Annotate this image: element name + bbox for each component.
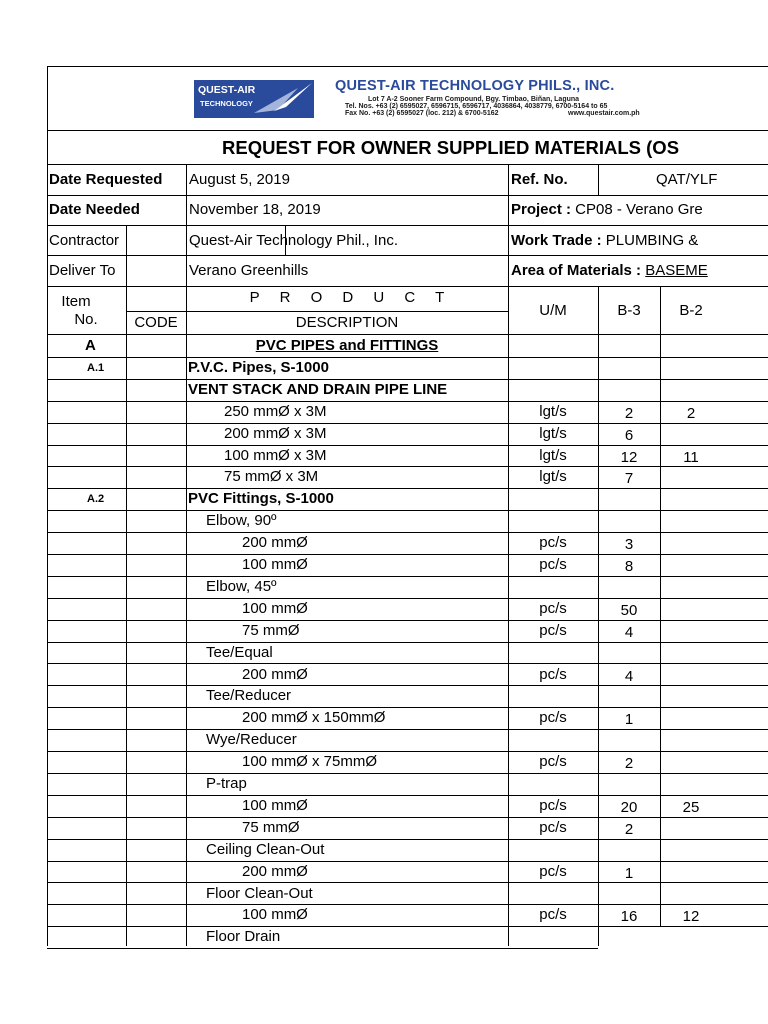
header-b3: B-3 [617,302,641,319]
row-line [47,795,768,796]
row-description: Floor Drain [206,928,281,945]
deliver-to-value: Verano Greenhills [189,262,309,279]
header-code: CODE [134,314,178,331]
row-b2: 2 [686,405,696,422]
row-b3: 4 [624,668,634,685]
company-address: Lot 7 A-2 Sooner Farm Compound, Bgy. Timbao, Biñan, Laguna [368,96,580,103]
row-line [47,663,768,664]
row-um: pc/s [539,666,567,683]
project-field [511,200,703,220]
info-vline-c [598,164,599,195]
header-item: Item [61,293,91,310]
row-um: lgt/s [539,468,567,485]
row-description: 75 mmØ [242,622,300,639]
row-description: 100 mmØ [242,556,308,573]
row-description: 200 mmØ x 3M [224,425,327,442]
row-line [47,598,768,599]
info-vline-a [186,164,187,286]
row-um: lgt/s [539,447,567,464]
row-description: Tee/Reducer [206,687,292,704]
info-vline-d [126,225,127,286]
logo-text-1: QUEST-AIR [198,84,256,96]
row-item-no: A.1 [87,362,105,374]
row-line [47,707,768,708]
row-b3: 12 [620,449,638,466]
company-fax: Fax No. +63 (2) 6595027 (loc. 212) & 6700-5162 [345,110,499,117]
row-description: 100 mmØ x 75mmØ [242,753,378,770]
row-line [47,510,768,511]
row-line [47,948,598,949]
row-um: pc/s [539,622,567,639]
date-requested-label: Date Requested [49,171,163,188]
row-b2: 12 [682,908,700,925]
row-line [47,861,768,862]
row-b3: 2 [624,405,634,422]
area-value: BASEME [645,262,708,279]
row-description: 75 mmØ x 3M [224,468,319,485]
row-b3: 1 [624,711,634,728]
row-description: 200 mmØ [242,666,308,683]
row-description: 200 mmØ [242,534,308,551]
col-line-desc [186,286,187,946]
row-b2: 25 [682,799,700,816]
row-b2: 11 [683,449,699,466]
row-line [47,357,768,358]
project-value: CP08 - Verano Gre [571,201,703,218]
row-description: Floor Clean-Out [206,885,313,902]
row-description: P.V.C. Pipes, S-1000 [188,359,329,376]
row-um: pc/s [539,753,567,770]
row-description: 250 mmØ x 3M [224,403,327,420]
info-line-3 [47,255,768,256]
row-description: P-trap [206,775,247,792]
info-line-2 [47,225,768,226]
row-description: 100 mmØ [242,797,308,814]
row-um: lgt/s [539,403,567,420]
row-b3: 8 [624,558,634,575]
date-needed-value: November 18, 2019 [189,201,321,218]
page-title: REQUEST FOR OWNER SUPPLIED MATERIALS (OS [222,137,680,158]
title-top-line [47,130,768,131]
row-um: pc/s [539,797,567,814]
row-b3: 16 [620,908,638,925]
title-bottom-line [47,164,768,165]
ref-no-value: QAT/YLF [656,171,718,188]
row-um: lgt/s [539,425,567,442]
col-line-code [126,286,127,946]
row-description: VENT STACK AND DRAIN PIPE LINE [188,381,448,398]
row-um: pc/s [539,600,567,617]
row-description: Elbow, 45º [206,578,277,595]
work-trade-field [511,231,698,251]
row-description: 200 mmØ [242,863,308,880]
header-split-line [126,311,508,312]
row-um: pc/s [539,534,567,551]
row-b3: 6 [624,427,634,444]
row-description: PVC Fittings, S-1000 [188,490,334,507]
row-description: Elbow, 90º [206,512,277,529]
row-b3: 4 [624,624,634,641]
row-b3: 3 [624,536,634,553]
row-um: pc/s [539,819,567,836]
row-line [47,751,768,752]
row-um: pc/s [539,709,567,726]
row-b3: 50 [620,602,638,619]
row-b3: 7 [624,470,634,487]
row-description: Wye/Reducer [206,731,297,748]
row-b3: 2 [624,821,634,838]
header-description: DESCRIPTION [295,314,399,331]
row-item-no: A.2 [87,493,105,505]
area-field [511,261,708,281]
ref-no-label: Ref. No. [511,171,568,188]
header-um: U/M [539,302,567,319]
frame-top [47,66,768,67]
row-b3: 20 [620,799,638,816]
logo-text-2: TECHNOLOGY [200,99,253,108]
area-label: Area of Materials : [511,262,642,279]
row-description: 100 mmØ x 3M [224,447,327,464]
project-label: Project : [511,201,572,218]
row-description: PVC PIPES and FITTINGS [255,337,439,354]
deliver-to-label: Deliver To [49,262,116,279]
row-item-no: A [85,337,96,354]
date-requested-value: August 5, 2019 [189,171,290,188]
row-description: 100 mmØ [242,600,308,617]
header-b2: B-2 [679,302,703,319]
row-b3: 2 [624,755,634,772]
row-line [47,532,768,533]
row-b3: 1 [624,865,634,882]
company-tel: Tel. Nos. +63 (2) 6595027, 6596715, 6596717, 4036864, 4038779, 6700-5164 to 65 [345,103,608,110]
header-no: No. [74,311,98,328]
work-trade-value: PLUMBING & [601,232,699,249]
date-needed-label: Date Needed [49,201,140,218]
row-line [47,401,768,402]
company-name: QUEST-AIR TECHNOLOGY PHILS., INC. [335,78,615,94]
info-vline-b [508,164,509,286]
row-um: pc/s [539,906,567,923]
row-um: pc/s [539,556,567,573]
contractor-value: Quest-Air Technology Phil., Inc. [189,232,398,249]
work-trade-label: Work Trade : [511,232,602,249]
row-description: 200 mmØ x 150mmØ [242,709,386,726]
row-description: 75 mmØ [242,819,300,836]
contractor-label: Contractor [49,232,120,249]
row-um: pc/s [539,863,567,880]
row-description: 100 mmØ [242,906,308,923]
company-web: www.questair.com.ph [568,110,640,117]
info-line-1 [47,195,768,196]
col-line-b2 [660,286,661,926]
header-product: P R O D U C T [249,289,445,306]
row-line [47,904,768,905]
row-description: Ceiling Clean-Out [206,841,325,858]
row-description: Tee/Equal [206,644,273,661]
